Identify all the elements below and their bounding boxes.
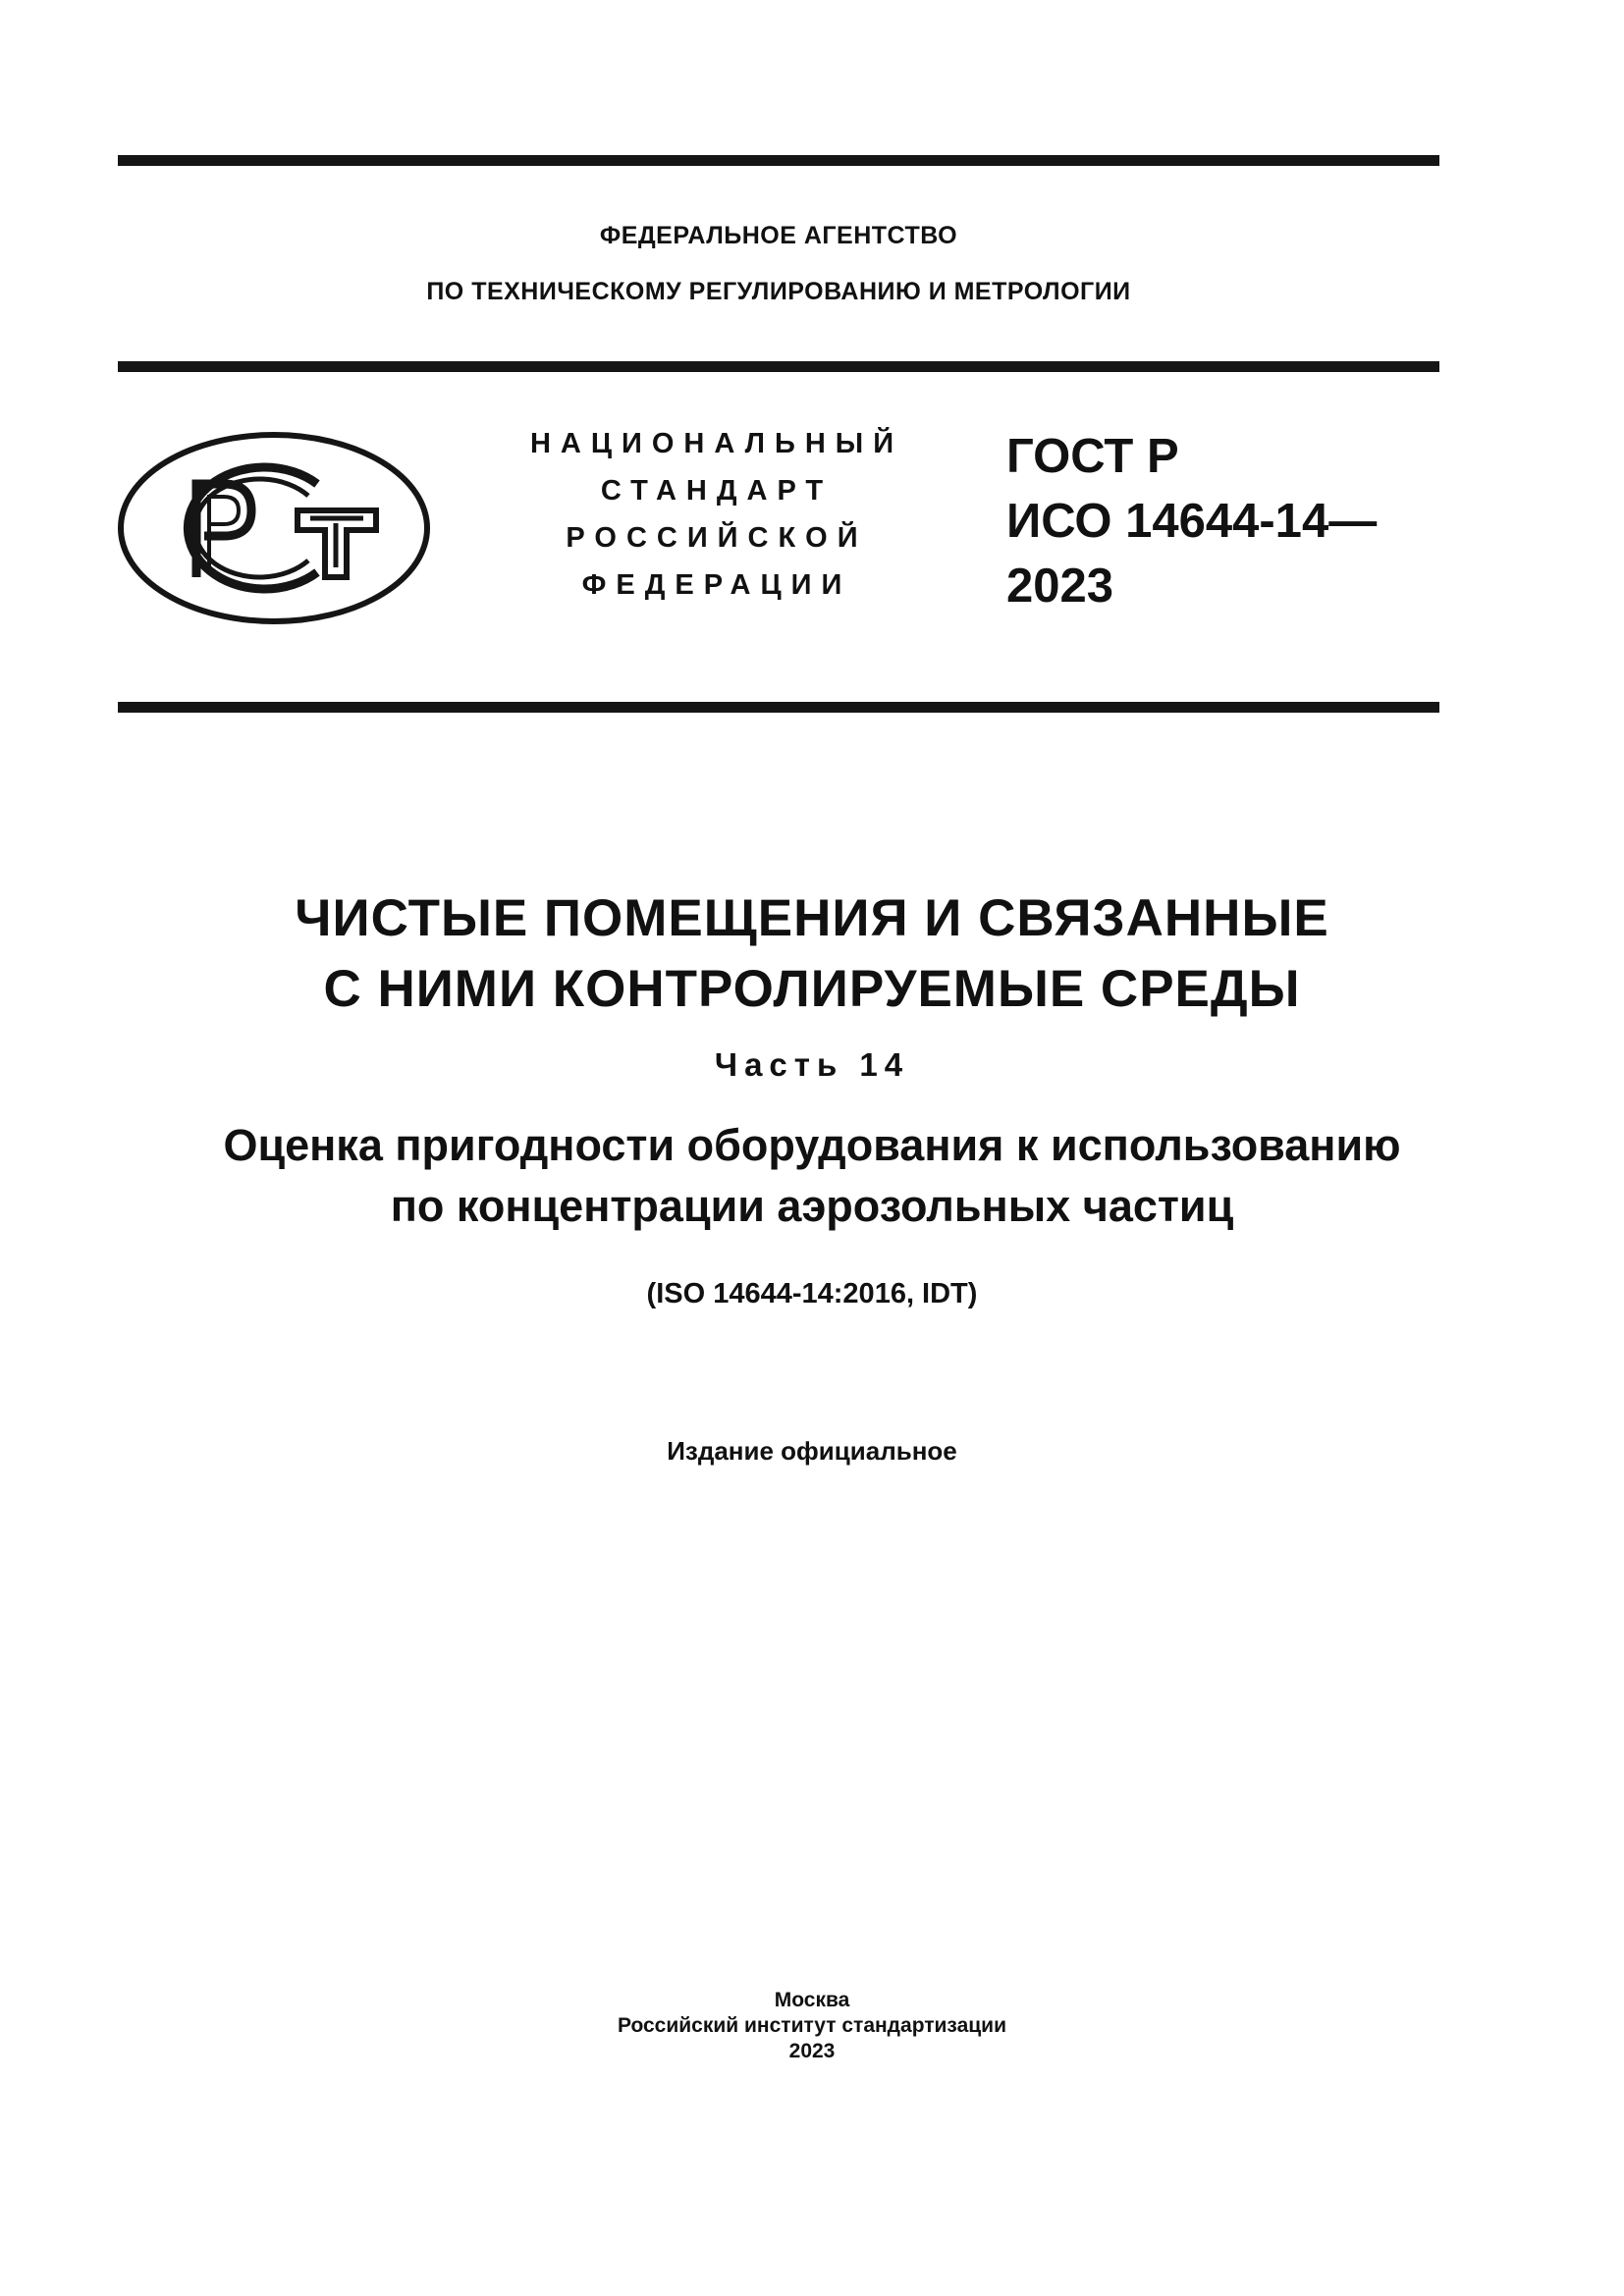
top-rule	[118, 155, 1439, 166]
imprint-publisher: Российский институт стандартизации	[617, 2014, 1007, 2037]
standard-designation	[1006, 424, 1377, 618]
designation-line-2: ИСО 14644-14—	[1006, 495, 1378, 548]
document-title	[79, 883, 1545, 1025]
title-line-2: С НИМИ КОНТРОЛИРУЕМЫЕ СРЕДЫ	[323, 960, 1301, 1018]
title-line-1: ЧИСТЫЕ ПОМЕЩЕНИЯ И СВЯЗАННЫЕ	[295, 889, 1329, 947]
subtitle-line-1: Оценка пригодности оборудования к использованию	[223, 1120, 1401, 1170]
designation-line-3: 2023	[1006, 560, 1114, 613]
designation-rule	[118, 702, 1439, 713]
imprint-year: 2023	[788, 2040, 836, 2062]
header-rule	[118, 361, 1439, 372]
document-subtitle	[79, 1115, 1545, 1237]
agency-line-1: ФЕДЕРАЛЬНОЕ АГЕНТСТВО	[599, 222, 958, 249]
standard-type-line-1: НАЦИОНАЛЬНЫЙ	[529, 428, 904, 459]
designation-line-1: ГОСТ Р	[1006, 430, 1179, 483]
agency-line-2: ПО ТЕХНИЧЕСКОМУ РЕГУЛИРОВАНИЮ И МЕТРОЛОГИИ	[426, 278, 1131, 305]
standard-type-line-4: ФЕДЕРАЦИИ	[581, 569, 852, 601]
standard-type	[461, 420, 972, 609]
edition-label: Издание официальное	[667, 1436, 957, 1466]
rst-logo-icon	[116, 430, 432, 626]
part-number: Часть 14	[714, 1046, 910, 1083]
standard-type-line-2: СТАНДАРТ	[600, 475, 834, 507]
standard-type-line-3: РОССИЙСКОЙ	[566, 522, 868, 554]
imprint	[79, 1988, 1545, 2064]
subtitle-line-2: по концентрации аэрозольных частиц	[390, 1181, 1234, 1231]
iso-reference: (ISO 14644-14:2016, IDT)	[646, 1278, 978, 1309]
imprint-city: Москва	[774, 1989, 850, 2011]
